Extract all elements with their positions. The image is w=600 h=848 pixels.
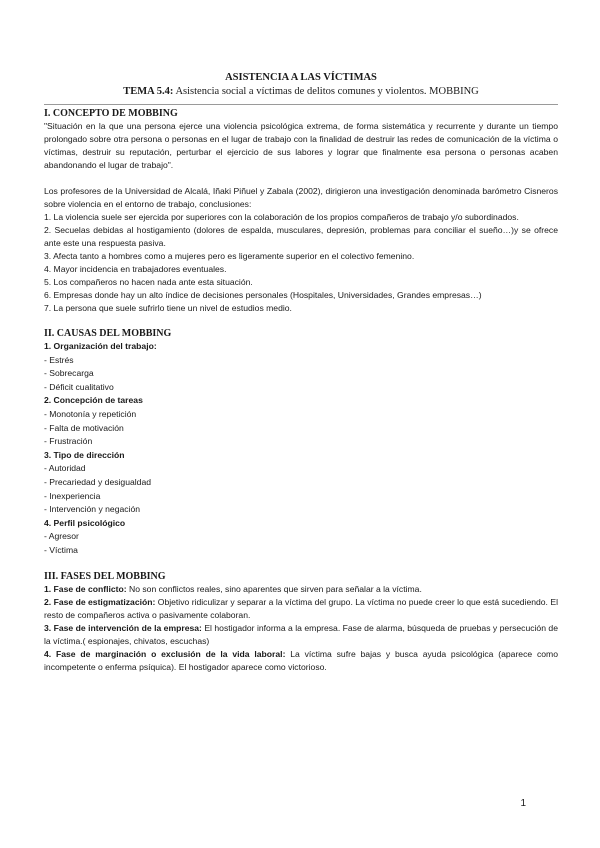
conclusion-item: 1. La violencia suele ser ejercida por superiores con la colaboración de los propios compañeros de trabajo y/o subordinados. [44,212,519,222]
phase-item [44,648,558,674]
cause-item: - Monotonía y repetición [44,408,137,419]
cause-group-title: 4. Perfil psicológico [44,517,126,528]
subtitle-topic-label: TEMA 5.4: [123,86,174,97]
section-heading-concepto: I. CONCEPTO DE MOBBING [44,108,178,119]
phase-text: La víctima sufre bajas y busca ayuda psicológica (aparece como incompetente o enferma psíquica). El hostigador aparece como victorioso. [44,648,558,672]
cause-group-title: 2. Concepción de tareas [44,395,143,406]
conclusion-item: 2. Secuelas debidas al hostigamiento (dolores de espalda, musculares, depresión, problemas para conciliar el sueño…)y se ofrece ante este una respuesta pasiva. [44,225,558,248]
cause-item: - Intervención y negación [44,504,141,515]
definition-quote: "Situación en la que una persona ejerce una violencia psicológica extrema, de forma sistemática y recurrente y durante un tiempo prolongado sobre otra persona o personas en el lugar de trabajo con la finalidad de destruir las redes de comunicación de la víctima o víctimas, destruir su reputación, perturbar el ejercicio de sus labores y lograr que finalmente esa persona o personas acaben abandonando el lugar de trabajo". [44,121,558,170]
header-divider [44,104,558,105]
subtitle-topic-text: Asistencia social a víctimas de delitos comunes y violentos. MOBBING [173,86,479,97]
cause-item: - Víctima [44,544,78,555]
conclusion-item: 7. La persona que suele sufrirlo tiene un nivel de estudios medio. [44,303,292,313]
cause-item: - Precariedad y desigualdad [44,476,152,487]
cause-item: - Estrés [44,354,74,365]
cause-item: - Déficit cualitativo [44,381,114,392]
section-heading-fases: III. FASES DEL MOBBING [44,570,166,582]
cause-item: - Agresor [44,531,79,542]
conclusion-item: 5. Los compañeros no hacen nada ante esta situación. [44,277,253,287]
section-heading-causas: II. CAUSAS DEL MOBBING [44,328,172,339]
cause-item: - Inexperiencia [44,490,101,501]
phase-item [44,596,558,622]
phase-text: El hostigador informa a la empresa. Fase de alarma, búsqueda de pruebas y persecución de la víctima.( espionajes, chivatos, escuchas) [44,622,558,646]
conclusion-item: 4. Mayor incidencia en trabajadores eventuales. [44,264,227,274]
cause-item: - Sobrecarga [44,368,94,379]
phase-text: Objetivo ridiculizar y separar a la víctima del grupo. La víctima no puede creer lo que está sucediendo. El resto de compañeros activa o pasivamente colaboran. [44,596,558,620]
cause-item: - Autoridad [44,463,86,474]
cause-group-title: 3. Tipo de dirección [44,449,125,460]
page-number: 1 [520,798,526,809]
phase-label: 4. Fase de marginación o exclusión de la vida laboral: [44,648,286,659]
phase-item [44,622,558,648]
document-subtitle [44,86,558,97]
phase-label: 2. Fase de estigmatización: [44,596,156,607]
conclusion-item: 3. Afecta tanto a hombres como a mujeres pero es ligeramente superior en el colectivo femenino. [44,251,415,261]
phase-label: 1. Fase de conflicto: [44,583,127,594]
cause-group-title: 1. Organización del trabajo: [44,341,157,351]
cause-item: - Frustración [44,436,93,447]
document-page [44,72,558,674]
cause-item: - Falta de motivación [44,422,124,433]
phase-label: 3. Fase de intervención de la empresa: [44,622,202,633]
phase-text: No son conflictos reales, sino aparentes que sirven para señalar a la víctima. [126,583,422,594]
conclusion-item: 6. Empresas donde hay un alto índice de decisiones personales (Hospitales, Universidades, Grandes empresas…) [44,290,482,300]
research-intro: Los profesores de la Universidad de Alcalá, Iñaki Piñuel y Zabala (2002), dirigieron una investigación denominada barómetro Cisneros sobre violencia en el entorno de trabajo, conclusiones: [44,186,558,209]
document-title: ASISTENCIA A LAS VÍCTIMAS [225,72,377,83]
phase-item [44,583,558,596]
